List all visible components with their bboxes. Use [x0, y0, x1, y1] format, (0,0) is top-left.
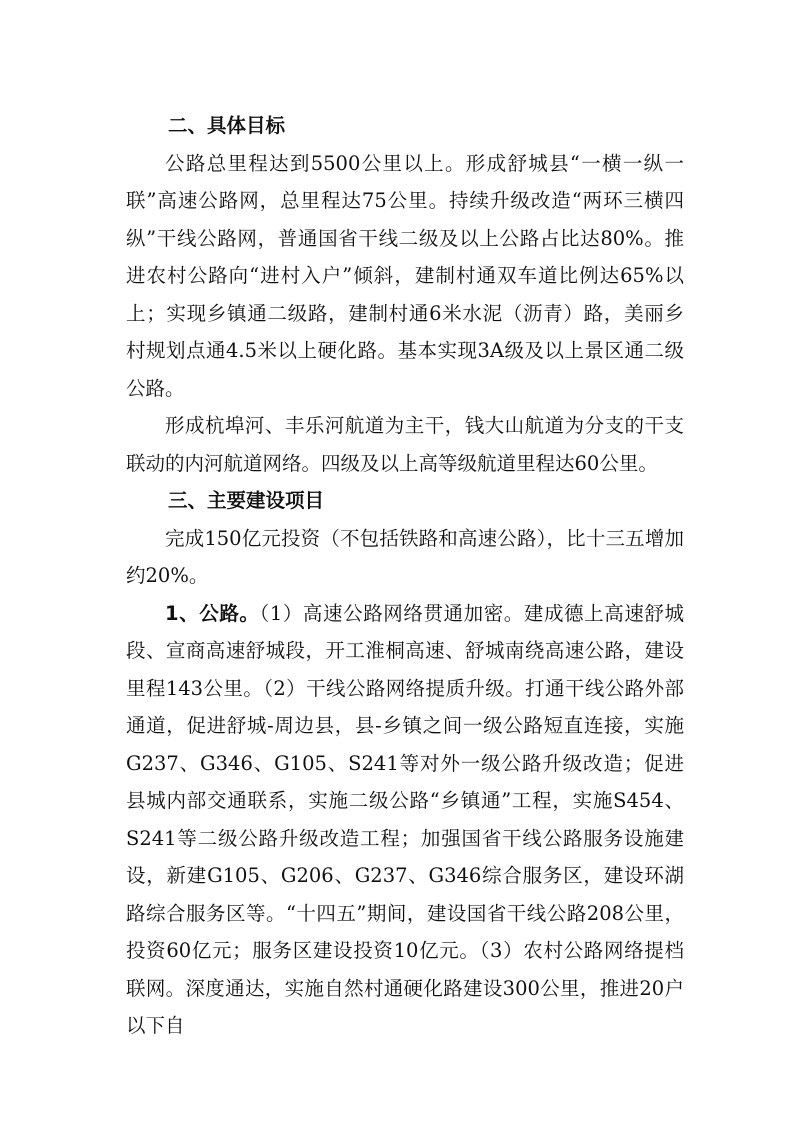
highway-text: （1）高速公路网络贯通加密。建成德上高速舒城段、宣商高速舒城段，开工淮桐高速、舒城南绕高速公路，建设里程143公里。（2）干线公路网络提质升级。打通干线公路外部通道，促进舒城-周边县，县-乡镇之间一级公路短直连接，实施G237、G346、G105、S241等对外一级公路升级改造；促进县城内部交通联系，实施二级公路“乡镇通”工程，实施S454、S241等二级公路升级改造工程；加强国省干线公路服务设施建设，新建G105、G206、G237、G346综合服务区，建设环湖路综合服务区等。“十四五”期间，建设国省干线公路208公里，投资60亿元；服务区建设投资10亿元。（3）农村公路网络提档联网。深度通达，实施自然村通硬化路建设300公里，推进20户以下自 [126, 601, 684, 1037]
paragraph-highway-projects [126, 595, 684, 1045]
document-body [126, 107, 684, 1045]
section-heading-projects: 三、主要建设项目 [168, 489, 325, 512]
section-heading-goals: 二、具体目标 [168, 114, 286, 137]
paragraph-waterway-goals: 形成杭埠河、丰乐河航道为主干，钱大山航道为分支的干支联动的内河航道网络。四级及以上高等级航道里程达60公里。 [126, 414, 684, 475]
paragraph-highway-goals: 公路总里程达到5500公里以上。形成舒城县“一横一纵一联”高速公路网，总里程达75公里。持续升级改造“两环三横四纵”干线公路网，普通国省干线二级及以上公路占比达80%。推进农村公路向“进村入户”倾斜，建制村通双车道比例达65%以上；实现乡镇通二级路，建制村通6米水泥（沥青）路，美丽乡村规划点通4.5米以上硬化路。基本实现3A级及以上景区通二级公路。 [126, 151, 684, 400]
highway-lead: 1、公路。 [165, 601, 260, 625]
paragraph-investment: 完成150亿元投资（不包括铁路和高速公路），比十三五增加约20%。 [126, 526, 684, 587]
